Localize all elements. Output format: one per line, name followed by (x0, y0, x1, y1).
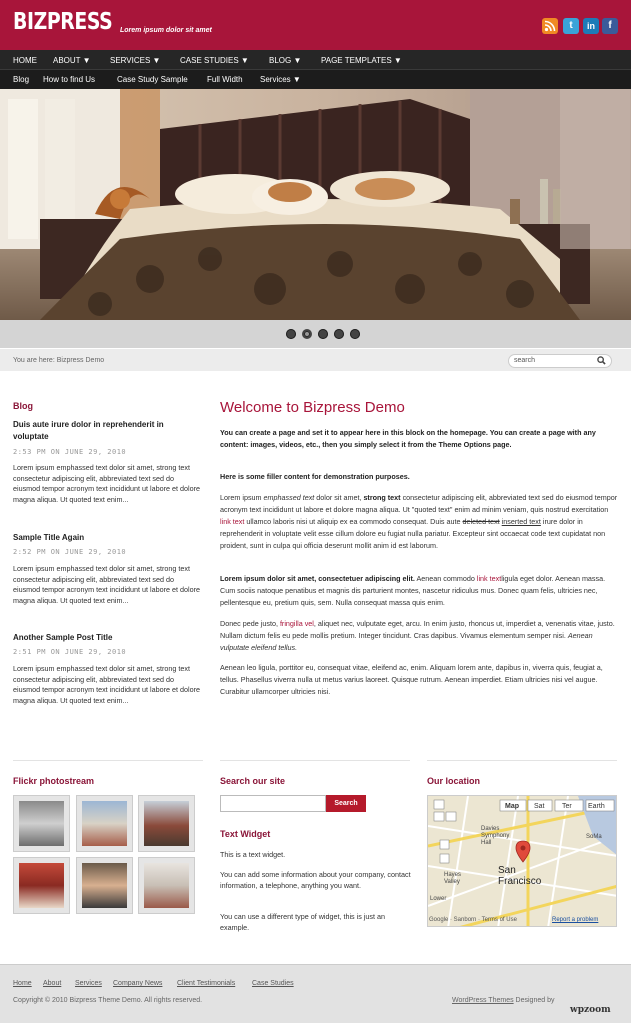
page-title: Welcome to Bizpress Demo (220, 399, 405, 416)
text-widget-line-1: This is a text widget. (220, 850, 286, 859)
map-type-ter[interactable]: Ter (562, 803, 572, 810)
link-text-1[interactable]: link text (220, 517, 245, 526)
location-map[interactable] (427, 795, 617, 927)
footer-link-client-testimonials[interactable]: Client Testimonials (177, 980, 236, 987)
intro-paragraph: You can create a page and set it to appear here in this block on the homepage. You can create a page with any content: images, videos, etc., then you simply select it from the Theme Options page. (220, 428, 596, 449)
subnav-how-to-find-us[interactable]: How to find Us (43, 75, 96, 84)
search-widget-heading: Search our site (220, 776, 286, 786)
map-label-soma: SoMa (586, 834, 602, 840)
nav-page-templates[interactable]: PAGE TEMPLATES ▼ (321, 56, 402, 65)
widget-divider (427, 760, 617, 761)
subnav-full-width[interactable]: Full Width (207, 75, 243, 84)
site-footer (0, 964, 631, 1023)
map-label-hayes-valley: Hayes Valley (444, 872, 462, 885)
footer-link-services[interactable]: Services (75, 980, 102, 987)
map-city-label: San Francisco (498, 865, 542, 887)
nav-services[interactable]: SERVICES ▼ (110, 56, 161, 65)
paragraph-2: Lorem ipsum dolor sit amet, consectetuer adipiscing elit. Aenean commodo link textligula eget dolor. Aenean massa. Cum sociis natoque penatibus et magnis dis parturient montes, nascetur ridiculus mus. Donec quam felis, ultricies nec, pellentesque eu, pretium quis, sem. Nulla consequat massa quis enim. (220, 574, 606, 607)
map-attribution[interactable]: Google · Sanborn · Terms of Use (429, 917, 517, 923)
twitter-icon[interactable]: t (563, 18, 579, 34)
post-meta-3: 2:51 PM ON JUNE 29, 2010 (13, 648, 127, 656)
blog-heading: Blog (13, 401, 33, 411)
site-tagline: Lorem ipsum dolor sit amet (120, 27, 212, 34)
secondary-nav (0, 70, 631, 89)
map-label-davies: Davies Symphony Hall (481, 826, 510, 846)
flickr-photo-6[interactable] (138, 857, 195, 914)
location-heading: Our location (427, 776, 481, 786)
site-header (0, 0, 631, 50)
primary-nav (0, 50, 631, 70)
breadcrumb-bar (0, 348, 631, 371)
footer-link-case-studies[interactable]: Case Studies (252, 980, 294, 987)
map-type-earth[interactable]: Earth (588, 803, 605, 810)
text-widget-line-2: You can add some information about your company, contact information, a telephone, anything you want. (220, 870, 411, 890)
post-meta-1: 2:53 PM ON JUNE 29, 2010 (13, 448, 127, 456)
search-icon[interactable] (597, 356, 606, 365)
widget-search-input[interactable] (220, 795, 326, 812)
text-widget-line-3: You can use a different type of widget, this is just an example. (220, 912, 386, 932)
post-title-1[interactable]: Duis aute irure dolor in reprehenderit in voluptate (13, 420, 164, 441)
subnav-case-study-sample[interactable]: Case Study Sample (117, 75, 188, 84)
flickr-photo-1[interactable] (13, 795, 70, 852)
flickr-photo-2[interactable] (76, 795, 133, 852)
slider-pagination (0, 320, 631, 348)
post-excerpt-3: Lorem ipsum emphassed text dolor sit amet, strong text consectetur adipiscing elit, abbreviated text sed do eiusmod tempor acronym text incididunt ut labore et dolore magna aliqua. Ut quoted text enim... (13, 664, 200, 705)
wordpress-themes-link[interactable]: WordPress Themes (452, 997, 514, 1004)
paragraph-4: Aenean leo ligula, porttitor eu, consequat vitae, eleifend ac, enim. Aliquam lorem ante, dapibus in, viverra quis, feugiat a, tellus. Phasellus viverra nulla ut metus varius laoreet. Quisque rutrum. Aenean imperdiet. Etiam ultricies nisi vel augue. Curabitur ullamcorper ultricies nisi. (220, 663, 603, 696)
map-report-problem[interactable]: Report a problem (552, 917, 599, 923)
post-meta-2: 2:52 PM ON JUNE 29, 2010 (13, 548, 127, 556)
nav-home[interactable]: HOME (13, 56, 37, 65)
site-logo[interactable]: BIZPRESS (13, 9, 113, 35)
wpzoom-logo[interactable]: wpzoom (570, 1005, 611, 1015)
filler-heading: Here is some filler content for demonstration purposes. (220, 472, 410, 481)
link-text-2[interactable]: link text (476, 574, 502, 583)
footer-credit: WordPress Themes Designed by (452, 997, 555, 1004)
map-type-map[interactable]: Map (505, 803, 519, 810)
slider-dot-5[interactable] (350, 329, 360, 339)
search-placeholder: search (514, 357, 536, 364)
breadcrumb: You are here: Bizpress Demo (13, 357, 105, 364)
post-excerpt-2: Lorem ipsum emphassed text dolor sit amet, strong text consectetur adipiscing elit, abbreviated text sed do eiusmod tempor acronym text incididunt ut labore et dolore magna aliqua. Ut quoted text enim... (13, 564, 200, 605)
map-type-sat[interactable]: Sat (534, 803, 545, 810)
search-input[interactable] (508, 354, 612, 368)
linkedin-icon[interactable]: in (583, 18, 599, 34)
nav-about[interactable]: ABOUT ▼ (53, 56, 91, 65)
post-title-3[interactable]: Another Sample Post Title (13, 633, 113, 642)
copyright: Copyright © 2010 Bizpress Theme Demo. All rights reserved. (13, 997, 203, 1004)
subnav-services[interactable]: Services ▼ (260, 75, 301, 84)
widget-search-button[interactable]: Search (326, 795, 366, 812)
flickr-photo-4[interactable] (13, 857, 70, 914)
subnav-blog[interactable]: Blog (13, 75, 30, 84)
flickr-photo-5[interactable] (76, 857, 133, 914)
widget-divider (220, 760, 410, 761)
flickr-photo-3[interactable] (138, 795, 195, 852)
footer-link-about[interactable]: About (43, 980, 62, 987)
nav-blog[interactable]: BLOG ▼ (269, 56, 302, 65)
link-fringilla[interactable]: fringilla vel (279, 619, 314, 628)
flickr-heading: Flickr photostream (13, 776, 95, 786)
rss-icon[interactable] (542, 18, 558, 34)
text-widget-heading: Text Widget (220, 829, 271, 839)
post-title-2[interactable]: Sample Title Again (13, 533, 85, 542)
widget-divider (13, 760, 203, 761)
paragraph-1: Lorem ipsum emphassed text dolor sit amet, strong text consectetur adipiscing elit, abbreviated text sed do eiusmod tempor acronym text incididunt ut labore et dolore magna aliqua. Ut "quoted text" enim ad minim veniam, quis nostrud exercitation link text ullamco laboris nisi ut aliquip ex ea commodo consequat. Duis aute deleted text inserted text irure dolor in reprehenderit in voluptate velit esse cillum dolore eu fugiat nulla pariatur. Excepteur sint occaecat code text cupidatat non proident, sunt in culpa qui officia deserunt mollit anim id est laborum. (220, 493, 618, 550)
map-label-lower: Lower (430, 896, 447, 902)
paragraph-3: Donec pede justo, fringilla vel, aliquet nec, vulputate eget, arcu. In enim justo, rhoncus ut, imperdiet a, venenatis vitae, justo. Nullam dictum felis eu pede mollis pretium. Integer tincidunt. Cras dapibus. Vivamus elementum semper nisi. Aenean vulputate eleifend tellus. (220, 619, 615, 652)
footer-link-company-news[interactable]: Company News (113, 980, 163, 987)
slider-dot-1[interactable] (286, 329, 296, 339)
slider-dot-3[interactable] (318, 329, 328, 339)
footer-link-home[interactable]: Home (13, 980, 32, 987)
slider-dot-4[interactable] (334, 329, 344, 339)
post-excerpt-1: Lorem ipsum emphassed text dolor sit amet, strong text consectetur adipiscing elit, abbreviated text sed do eiusmod tempor acronym text incididunt ut labore et dolore magna aliqua. Ut quoted text enim... (13, 463, 200, 504)
facebook-icon[interactable]: f (602, 18, 618, 34)
nav-case-studies[interactable]: CASE STUDIES ▼ (180, 56, 249, 65)
hero-slide-image (0, 89, 631, 320)
slider-dot-2-active[interactable] (302, 329, 312, 339)
